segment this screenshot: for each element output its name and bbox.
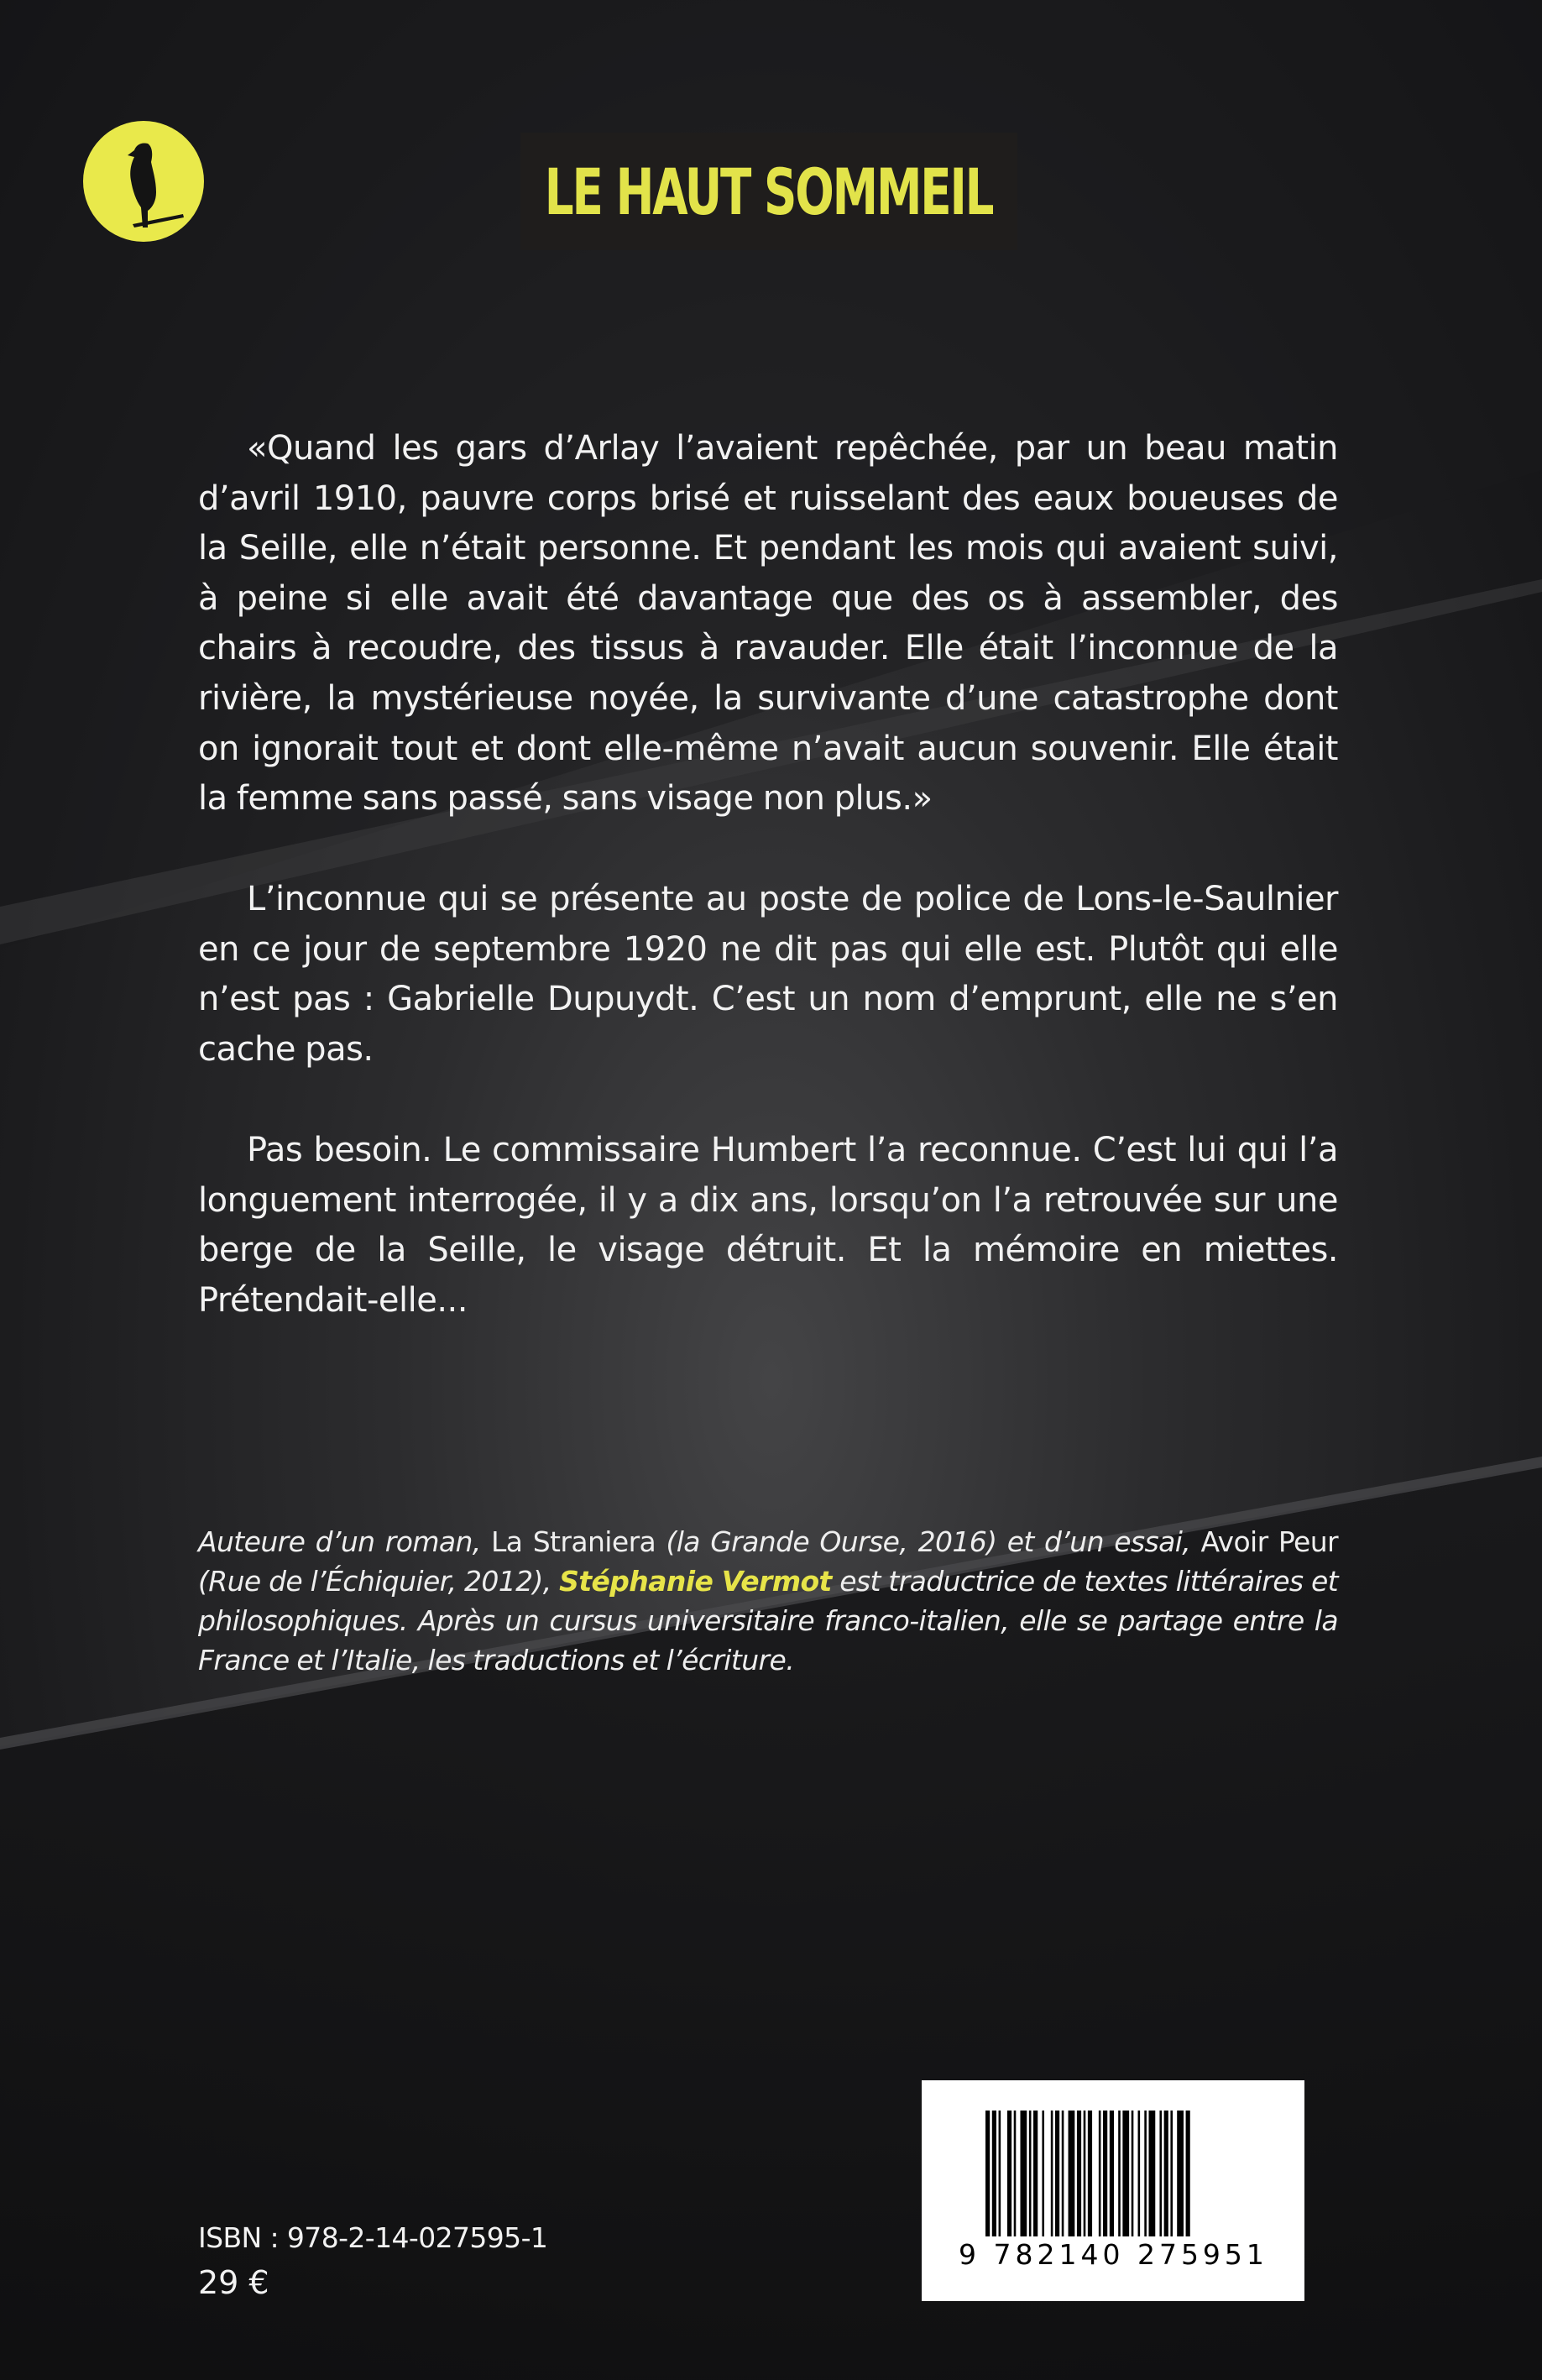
barcode-bar bbox=[1014, 2111, 1017, 2236]
barcode-bar bbox=[1051, 2111, 1053, 2236]
barcode-bar bbox=[1164, 2111, 1168, 2236]
barcode-bar bbox=[1138, 2111, 1141, 2236]
barcode-bar bbox=[1159, 2111, 1162, 2236]
barcode-bar bbox=[1084, 2111, 1086, 2236]
barcode-bar bbox=[1103, 2111, 1107, 2236]
barcode-bar bbox=[1099, 2111, 1101, 2236]
book-title: LE HAUT SOMMEIL bbox=[545, 154, 993, 229]
bio-text: (Rue de l’Échiquier, 2012), bbox=[198, 1565, 560, 1598]
barcode-bar bbox=[1122, 2111, 1129, 2236]
bio-text: (la Grande Ourse, 2016) et d’un essai, bbox=[656, 1525, 1201, 1558]
barcode-bar bbox=[992, 2111, 996, 2236]
barcode-bar bbox=[1170, 2111, 1173, 2236]
barcode-bar bbox=[1186, 2111, 1190, 2236]
barcode-bar bbox=[1055, 2111, 1059, 2236]
barcode-bar bbox=[1069, 2111, 1075, 2236]
barcode-bar bbox=[1132, 2111, 1134, 2236]
barcode-bar bbox=[1144, 2111, 1147, 2236]
bio-text: Auteure d’un roman, bbox=[198, 1525, 491, 1558]
barcode-bar bbox=[1062, 2111, 1064, 2236]
author-name: Stéphanie Vermot bbox=[559, 1565, 832, 1598]
barcode-bar bbox=[999, 2111, 1001, 2236]
barcode-bar bbox=[1020, 2111, 1027, 2236]
blurb-paragraph-3: Pas besoin. Le commissaire Humbert l’a reconnue. C’est lui qui l’a longuement interrogée, il y a dix ans, lorsqu’on l’a retrouvée sur une berge de la Seille, le visage détruit. Et la mémoire en miettes. Prétendait-elle... bbox=[198, 1131, 1338, 1320]
barcode-bar bbox=[1042, 2111, 1044, 2236]
barcode-bar bbox=[1007, 2111, 1011, 2236]
barcode-bar bbox=[1029, 2111, 1032, 2236]
blurb-paragraph-1: «Quand les gars d’Arlay l’avaient repêchée, par un beau matin d’avril 1910, pauvre corps brisé et ruisselant des eaux boueuses de la Seille, elle n’était personne. Et pendant les mois qui avaient suivi, à peine si elle avait été davantage que des os à assembler, des chairs à recoudre, des tissus à ravauder. Elle était l’inconnue de la rivière, la mystérieuse noyée, la survivante d’une catastrophe dont on ignorait tout et dont elle-même n’avait aucun souvenir. Elle était la femme sans passé, sans visage non plus.» bbox=[198, 429, 1338, 819]
barcode-bar bbox=[1033, 2111, 1038, 2236]
price-label: 29 € bbox=[198, 2264, 269, 2301]
barcode-bar bbox=[1177, 2111, 1184, 2236]
barcode-bar bbox=[1110, 2111, 1114, 2236]
barcode-bar bbox=[985, 2111, 990, 2236]
barcode-digits: 9 782140 275951 bbox=[959, 2238, 1268, 2271]
blurb-paragraph-2: L’inconnue qui se présente au poste de police de Lons-le-Saulnier en ce jour de septembre 1920 ne dit pas qui elle est. Plutôt qui elle n’est pas : Gabrielle Dupuydt. C’est un nom d’emprunt, elle ne s’en cache pas. bbox=[198, 880, 1338, 1069]
bio-book-title-1: La Straniera bbox=[491, 1525, 656, 1558]
bio-book-title-2: Avoir Peur bbox=[1200, 1525, 1338, 1558]
author-bio bbox=[198, 1522, 1338, 1680]
title-banner bbox=[520, 133, 1017, 250]
barcode-bar bbox=[1118, 2111, 1121, 2236]
barcode-bar bbox=[1148, 2111, 1155, 2236]
barcode-bar bbox=[1077, 2111, 1081, 2236]
isbn-label: ISBN : 978-2-14-027595-1 bbox=[198, 2221, 548, 2254]
bio-text: est traductrice de textes littéraires et philosophiques. Après un cursus universitaire franco-italien, elle se partage entre la France et l’Italie, les traductions et l’écriture. bbox=[198, 1565, 1338, 1676]
barcode bbox=[922, 2080, 1304, 2301]
barcode-bar bbox=[1088, 2111, 1092, 2236]
crow-logo-icon bbox=[82, 120, 205, 243]
